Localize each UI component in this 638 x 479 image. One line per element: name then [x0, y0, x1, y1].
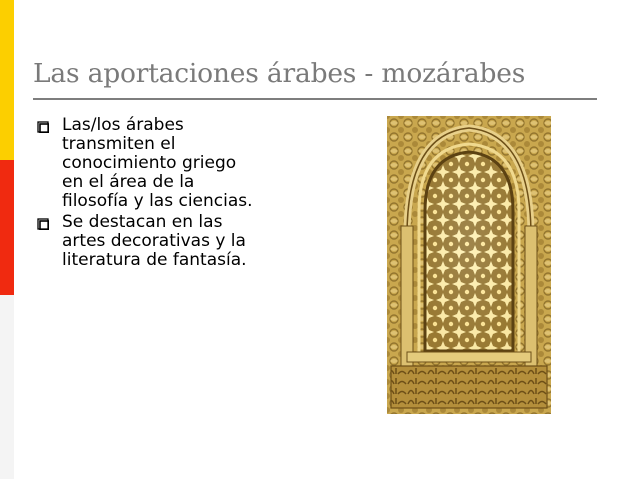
- bullet-item: [37, 116, 337, 211]
- band-red: [0, 160, 14, 295]
- bullet-line: filosofía y las ciencias.: [62, 191, 253, 211]
- bullet-list: [37, 116, 337, 272]
- slide-title: Las aportaciones árabes - mozárabes: [33, 58, 526, 89]
- arabic-window-image: [387, 116, 551, 414]
- bullet-line: literatura de fantasía.: [62, 250, 247, 270]
- bullet-line: Se destacan en las: [62, 212, 223, 232]
- bullet-line: transmiten el: [62, 134, 176, 154]
- bullet-line: en el área de la: [62, 172, 195, 192]
- title-underline: [33, 98, 597, 100]
- bullet-line: Las/los árabes: [62, 115, 184, 135]
- square-bullet-icon: [37, 121, 49, 133]
- bullet-line: artes decorativas y la: [62, 231, 246, 251]
- square-bullet-icon: [37, 218, 49, 230]
- bullet-item: [37, 213, 337, 270]
- left-color-band: [0, 0, 14, 479]
- bullet-line: conocimiento griego: [62, 153, 237, 173]
- band-yellow: [0, 0, 14, 160]
- band-light: [0, 295, 14, 479]
